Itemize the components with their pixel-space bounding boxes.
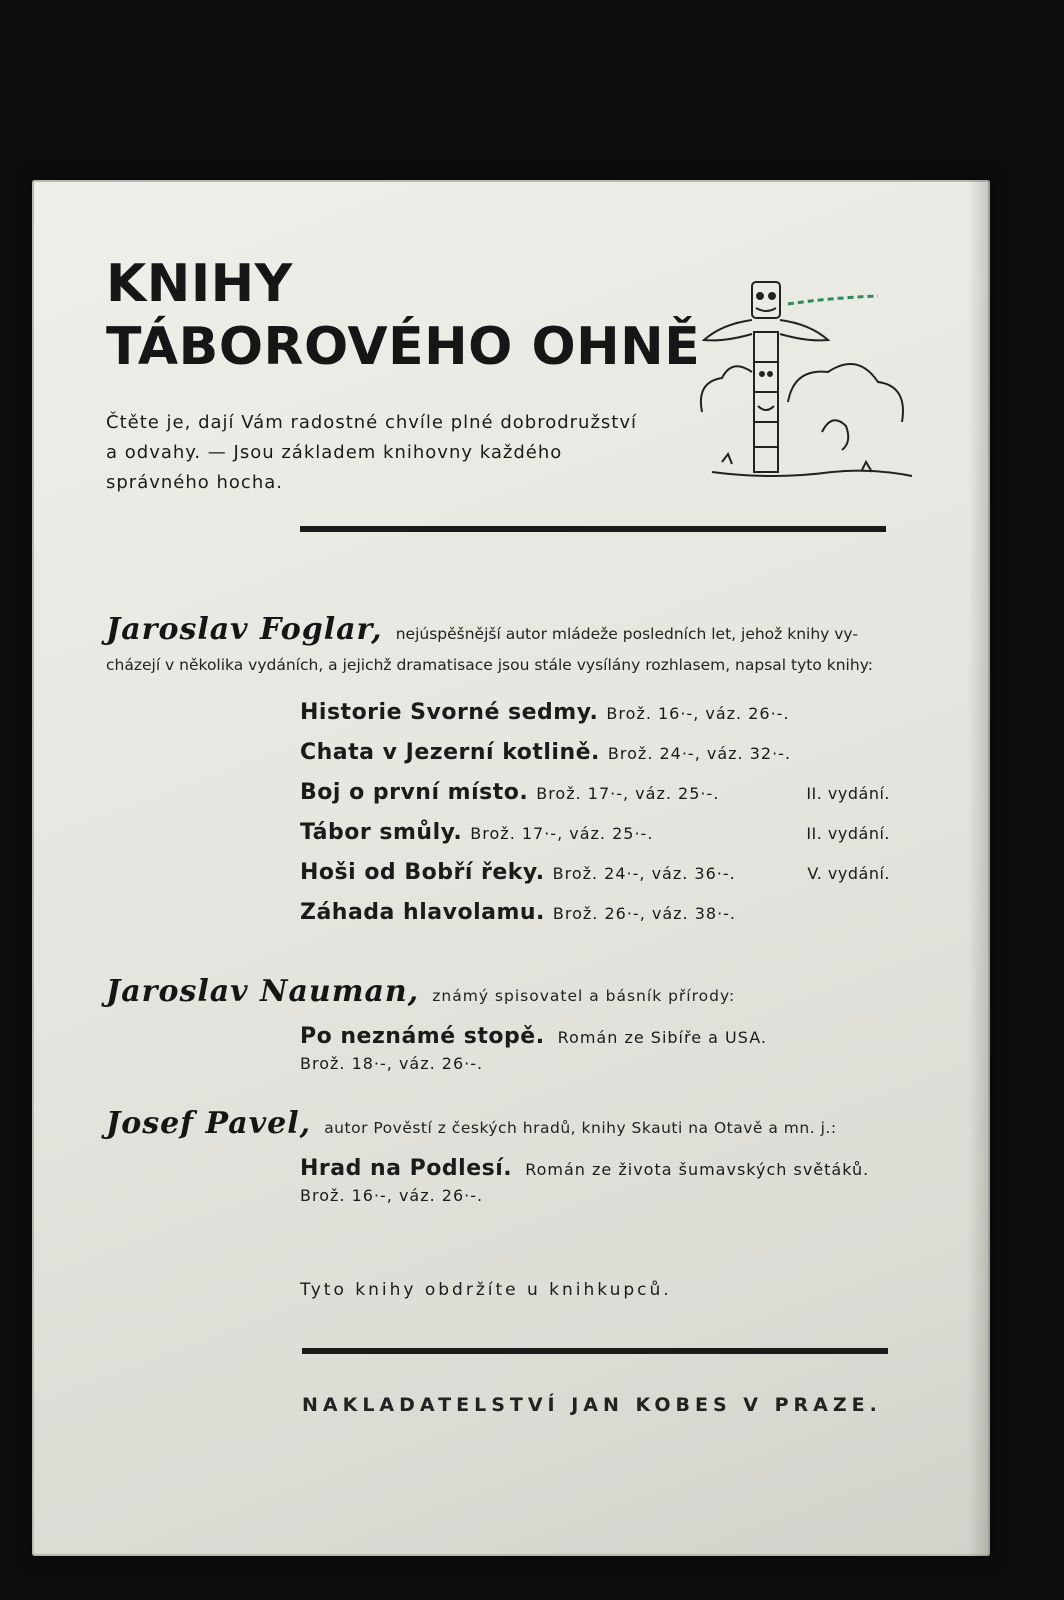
book-title: Chata v Jezerní kotlině. [300, 740, 600, 765]
book-title-pavel: Hrad na Podlesí. [300, 1156, 513, 1181]
book-item [300, 700, 890, 740]
book-title: Hoši od Bobří řeky. [300, 860, 545, 885]
book-price-nauman: Brož. 18·-, váz. 26·-. [300, 1054, 484, 1073]
author-description-pavel: autor Pověstí z českých hradů, knihy Skauti na Otavě a mn. j.: [324, 1119, 837, 1137]
author-description-foglar-line-2: cházejí v několika vydáních, a jejichž dramatisace jsou stále vysílány rozhlasem, napsal tyto knihy: [106, 656, 873, 674]
intro-line-1: Čtěte je, dají Vám radostné chvíle plné dobrodružství [106, 412, 638, 433]
book-edition: V. vydání. [807, 864, 890, 883]
book-price: Brož. 26·-, váz. 38·-. [552, 904, 737, 923]
book-item [300, 900, 890, 940]
author-name-pavel: Josef Pavel, [106, 1106, 312, 1141]
divider-rule-bottom [302, 1348, 888, 1354]
book-jacket-back-cover [32, 180, 990, 1556]
book-price: Brož. 24·-, váz. 36·-. [552, 864, 736, 883]
foglar-book-list [300, 700, 890, 940]
intro-line-2: a odvahy. — Jsou základem knihovny každého [106, 442, 563, 463]
book-price-pavel: Brož. 16·-, váz. 26·-. [300, 1186, 484, 1205]
book-note-pavel: Román ze života šumavských světáků. [525, 1160, 870, 1179]
book-item [300, 740, 890, 780]
book-price: Brož. 17·-, váz. 25·-. [536, 784, 720, 803]
title-line-1: KNIHY [106, 254, 293, 314]
book-price: Brož. 17·-, váz. 25·-. [470, 824, 654, 843]
author-name-foglar: Jaroslav Foglar, [106, 612, 383, 647]
author-description-foglar-line-1: nejúspěšnější autor mládeže posledních let, jehož knihy vy- [395, 625, 858, 643]
intro-line-3: správného hocha. [106, 472, 283, 493]
divider-rule-top [300, 526, 886, 532]
cover-edge-shadow [968, 180, 990, 1556]
book-title: Boj o první místo. [300, 780, 529, 805]
book-title-nauman: Po neznámé stopě. [300, 1024, 545, 1049]
book-note-nauman: Román ze Sibíře a USA. [557, 1028, 767, 1047]
book-edition: II. vydání. [806, 784, 890, 803]
publisher-imprint: NAKLADATELSTVÍ JAN KOBES V PRAZE. [302, 1394, 882, 1416]
title-line-2: TÁBOROVÉHO OHNĚ [106, 317, 701, 377]
book-title: Historie Svorné sedmy. [300, 700, 599, 725]
book-item [300, 860, 890, 900]
book-title: Záhada hlavolamu. [300, 900, 545, 925]
book-title: Tábor smůly. [300, 820, 463, 845]
book-price: Brož. 16·-, váz. 26·-. [606, 704, 790, 723]
book-edition: II. vydání. [806, 824, 890, 843]
book-price: Brož. 24·-, váz. 32·-. [607, 744, 792, 763]
author-description-nauman: známý spisovatel a básník přírody: [432, 987, 736, 1005]
book-item [300, 780, 890, 820]
availability-note: Tyto knihy obdržíte u knihkupců. [300, 1280, 672, 1300]
totem-pole-sketch-icon [692, 272, 932, 502]
author-name-nauman: Jaroslav Nauman, [106, 974, 420, 1009]
book-item [300, 820, 890, 860]
